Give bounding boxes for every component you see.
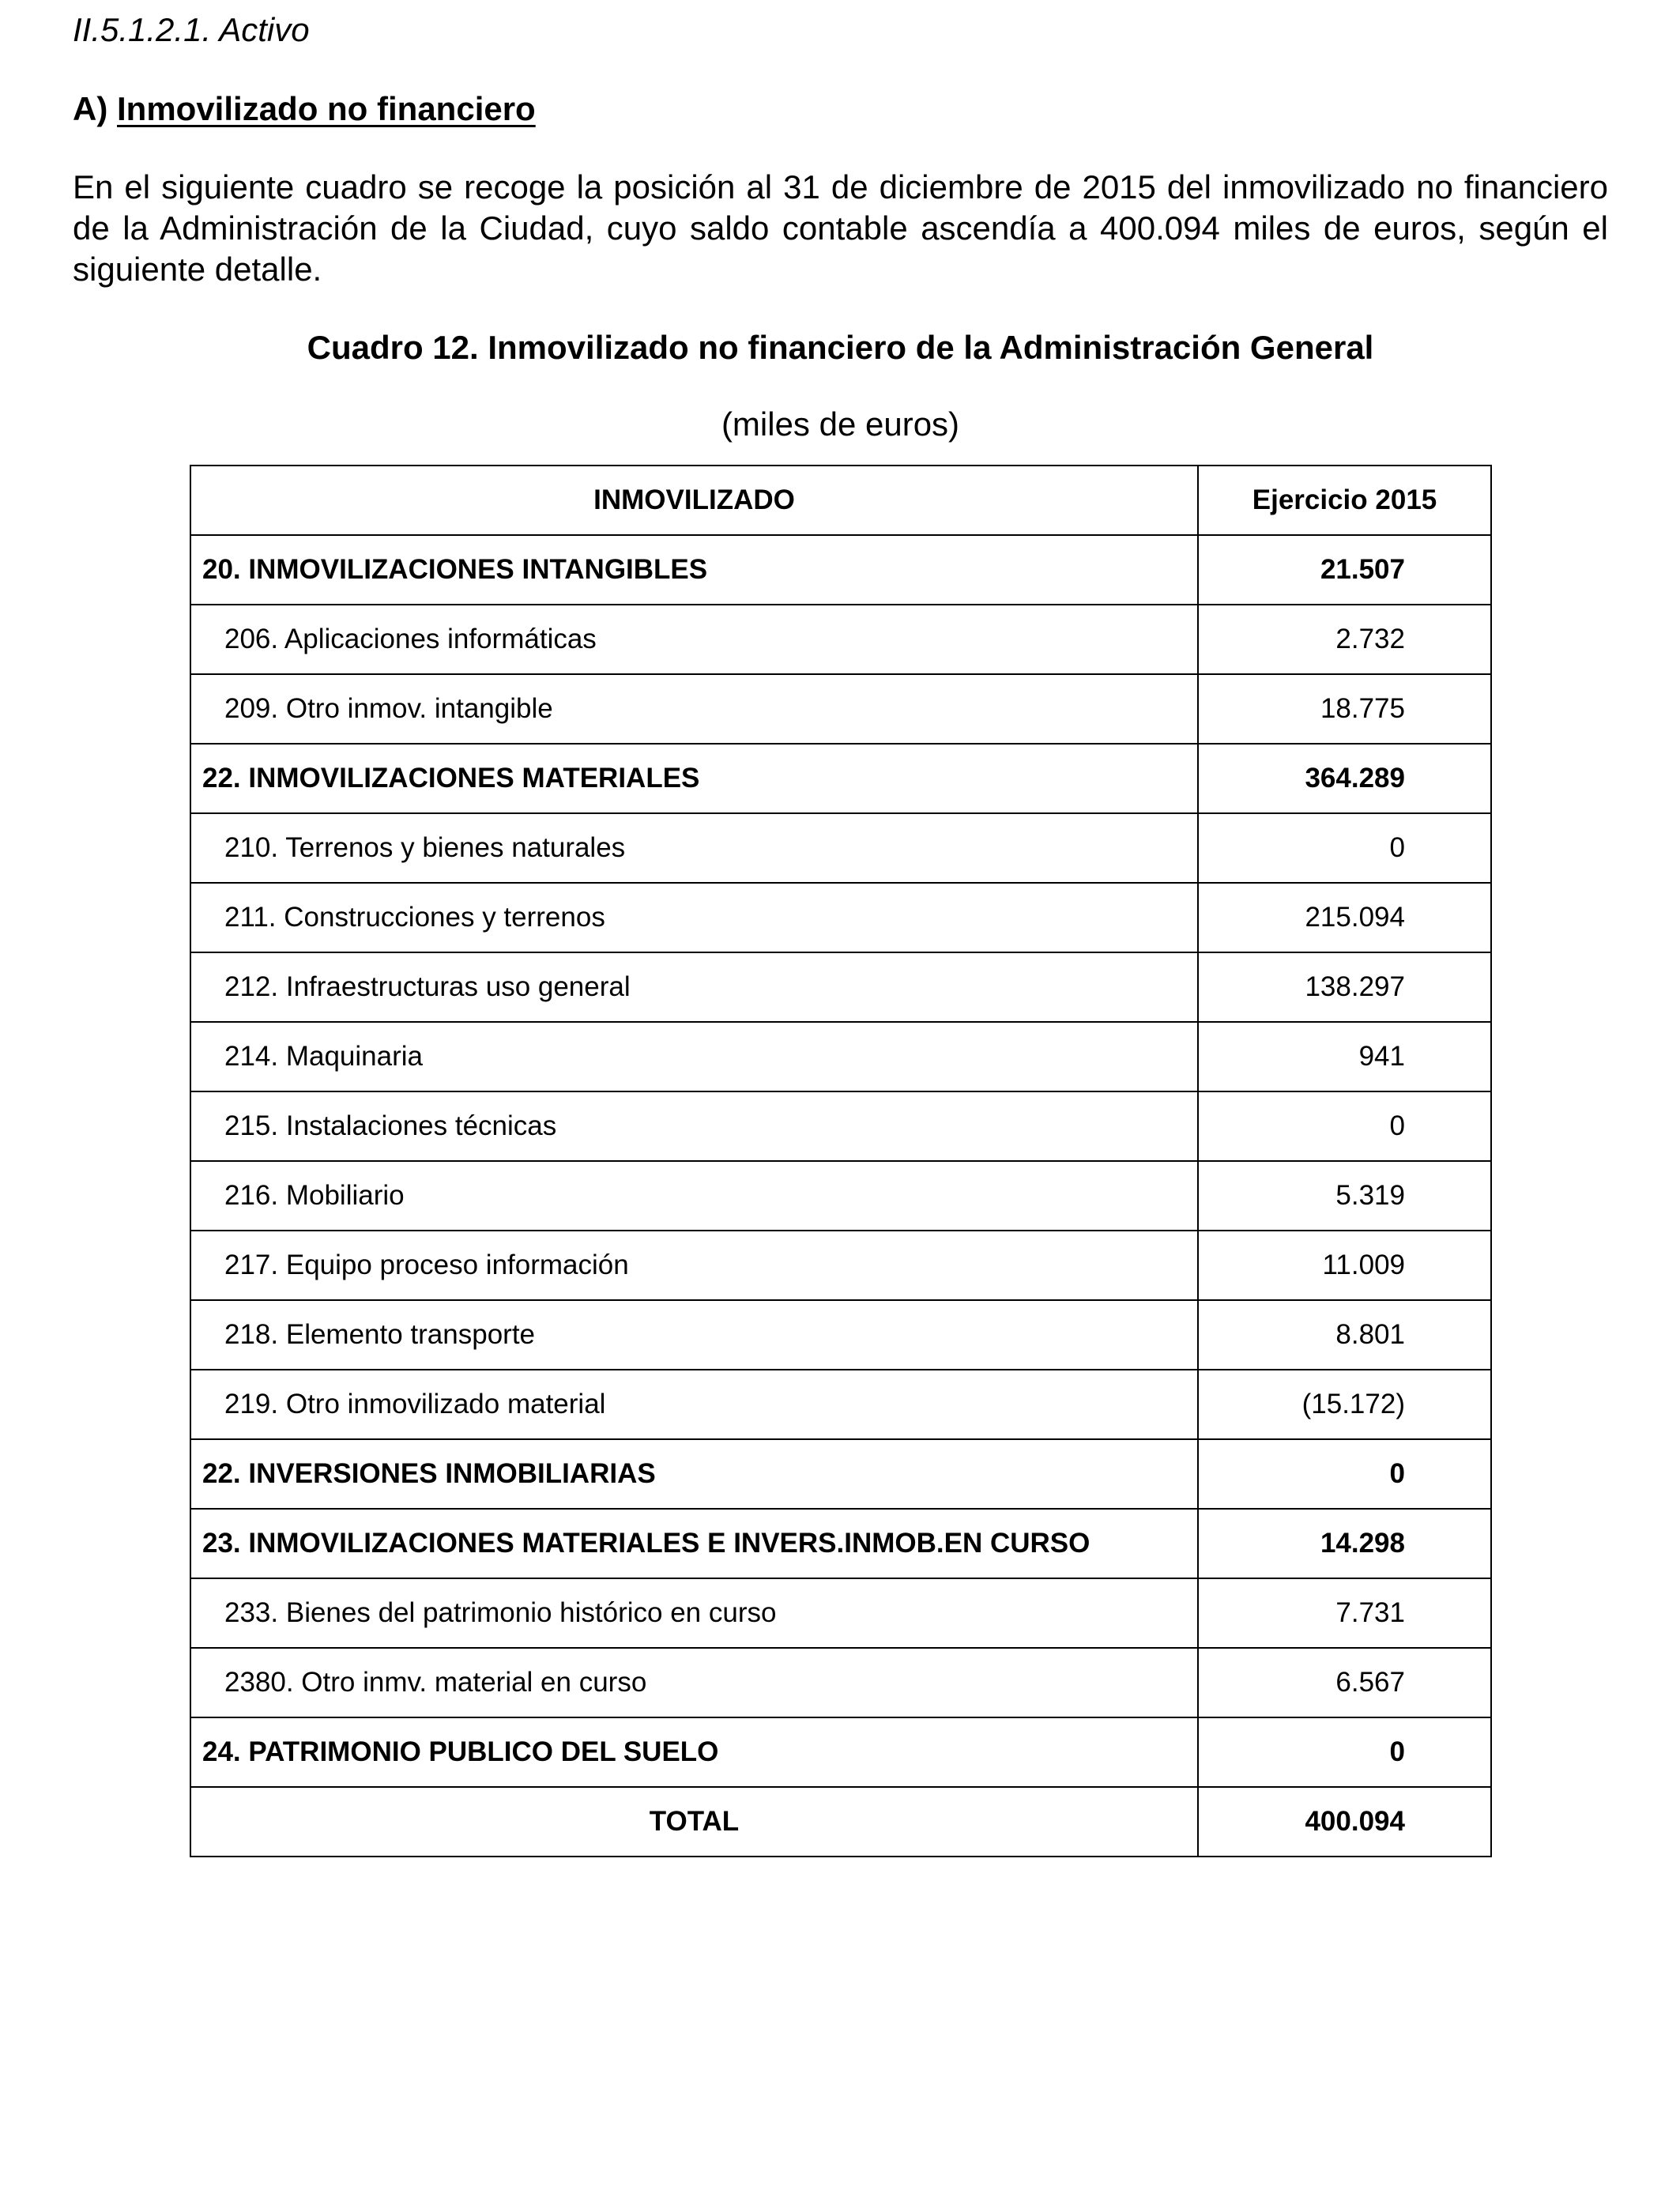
column-header-year: Ejercicio 2015 (1198, 466, 1491, 535)
table-row (190, 1161, 1491, 1231)
fixed-assets-table (190, 465, 1492, 1857)
row-item-value: 18.775 (1198, 674, 1491, 744)
subheading-prefix: A) (73, 90, 117, 127)
subheading-title: Inmovilizado no financiero (117, 90, 536, 127)
column-header-concept: INMOVILIZADO (190, 466, 1198, 535)
total-value: 400.094 (1198, 1787, 1491, 1857)
row-item-label: 214. Maquinaria (190, 1022, 1198, 1091)
row-item-value: 941 (1198, 1022, 1491, 1091)
table-row (190, 1648, 1491, 1717)
table-body (190, 535, 1491, 1787)
row-item-label: 233. Bienes del patrimonio histórico en curso (190, 1578, 1198, 1648)
row-item-value: 138.297 (1198, 952, 1491, 1022)
row-item-value: (15.172) (1198, 1370, 1491, 1439)
table-row (190, 535, 1491, 605)
row-item-label: 217. Equipo proceso información (190, 1231, 1198, 1300)
row-group-label: 20. INMOVILIZACIONES INTANGIBLES (190, 535, 1198, 605)
table-row (190, 883, 1491, 952)
total-label: TOTAL (190, 1787, 1198, 1857)
row-item-label: 215. Instalaciones técnicas (190, 1091, 1198, 1161)
table-row (190, 744, 1491, 813)
row-group-value: 364.289 (1198, 744, 1491, 813)
table-row (190, 1091, 1491, 1161)
table-row (190, 1300, 1491, 1370)
row-item-label: 218. Elemento transporte (190, 1300, 1198, 1370)
row-item-value: 6.567 (1198, 1648, 1491, 1717)
intro-paragraph: En el siguiente cuadro se recoge la posición al 31 de diciembre de 2015 del inmovilizado no financiero de la Administración de la Ciudad, cuyo saldo contable ascendía a 400.094 miles de euros, según el siguiente detalle. (73, 168, 1608, 288)
row-group-value: 0 (1198, 1439, 1491, 1509)
row-item-label: 216. Mobiliario (190, 1161, 1198, 1231)
table-row (190, 952, 1491, 1022)
row-item-label: 2380. Otro inmv. material en curso (190, 1648, 1198, 1717)
row-group-value: 21.507 (1198, 535, 1491, 605)
row-item-value: 0 (1198, 813, 1491, 883)
row-item-value: 0 (1198, 1091, 1491, 1161)
row-group-value: 0 (1198, 1717, 1491, 1787)
row-item-label: 212. Infraestructuras uso general (190, 952, 1198, 1022)
row-group-label: 24. PATRIMONIO PUBLICO DEL SUELO (190, 1717, 1198, 1787)
row-item-value: 5.319 (1198, 1161, 1491, 1231)
table-row (190, 1717, 1491, 1787)
section-heading: II.5.1.2.1. Activo (73, 11, 310, 48)
table-title: Cuadro 12. Inmovilizado no financiero de la Administración General (307, 329, 1374, 366)
row-item-value: 2.732 (1198, 605, 1491, 674)
row-group-label: 22. INVERSIONES INMOBILIARIAS (190, 1439, 1198, 1509)
row-item-value: 11.009 (1198, 1231, 1491, 1300)
row-item-label: 210. Terrenos y bienes naturales (190, 813, 1198, 883)
row-item-label: 209. Otro inmov. intangible (190, 674, 1198, 744)
table-row (190, 605, 1491, 674)
table-unit: (miles de euros) (721, 405, 960, 443)
row-group-value: 14.298 (1198, 1509, 1491, 1578)
row-item-label: 219. Otro inmovilizado material (190, 1370, 1198, 1439)
table-row (190, 1578, 1491, 1648)
table-row (190, 1439, 1491, 1509)
row-item-label: 211. Construcciones y terrenos (190, 883, 1198, 952)
table-row (190, 674, 1491, 744)
table-total-row (190, 1787, 1491, 1857)
table-row (190, 1022, 1491, 1091)
table-row (190, 1231, 1491, 1300)
subheading (73, 90, 536, 128)
table-row (190, 1509, 1491, 1578)
row-group-label: 23. INMOVILIZACIONES MATERIALES E INVERS.INMOB.EN CURSO (190, 1509, 1198, 1578)
table-row (190, 813, 1491, 883)
row-item-value: 215.094 (1198, 883, 1491, 952)
row-group-label: 22. INMOVILIZACIONES MATERIALES (190, 744, 1198, 813)
row-item-label: 206. Aplicaciones informáticas (190, 605, 1198, 674)
row-item-value: 8.801 (1198, 1300, 1491, 1370)
table-row (190, 1370, 1491, 1439)
table-header-row (190, 466, 1491, 535)
row-item-value: 7.731 (1198, 1578, 1491, 1648)
